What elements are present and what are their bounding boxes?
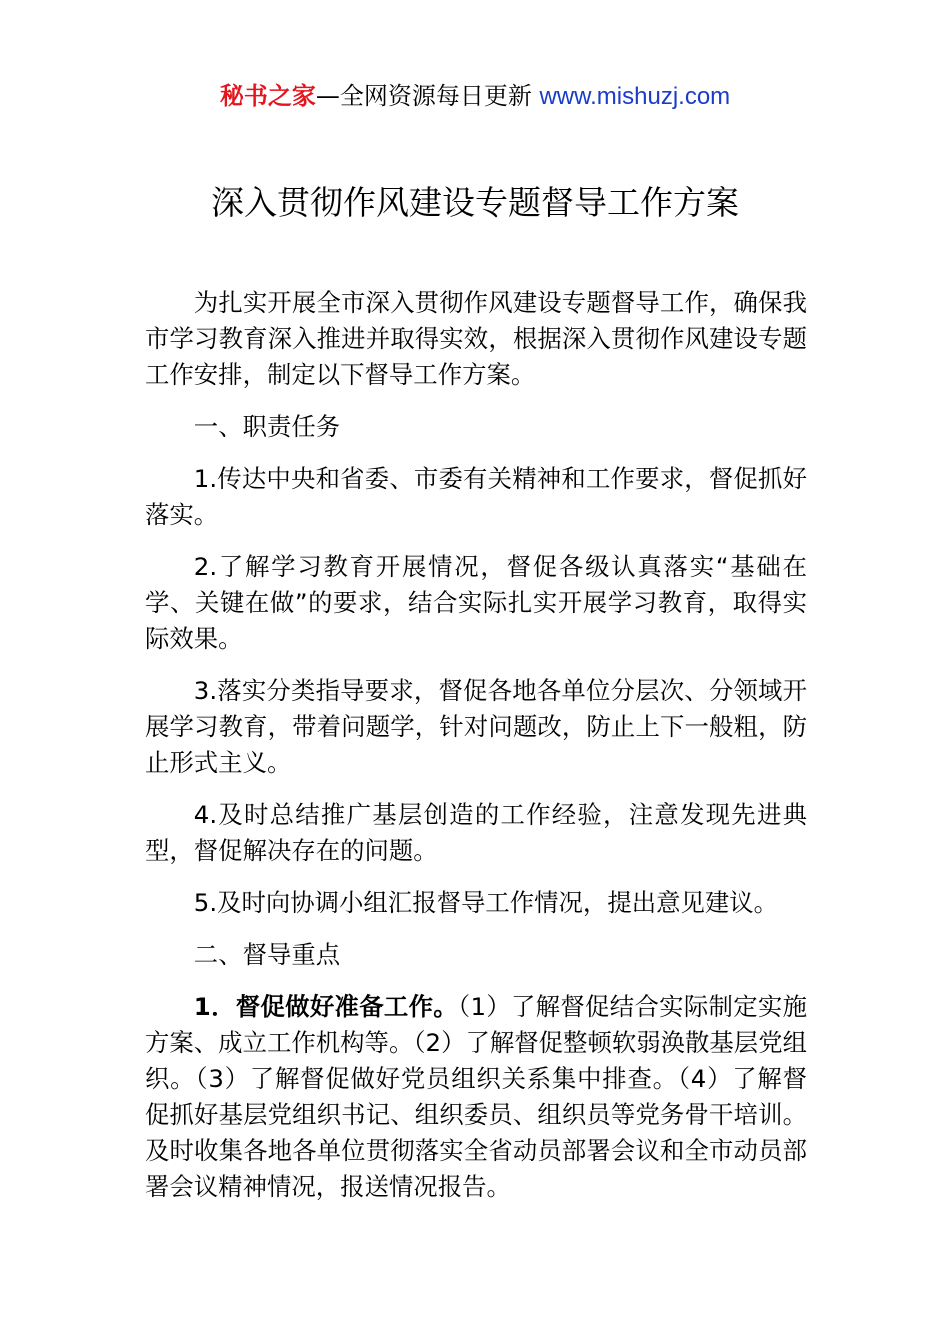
responsibility-item-5: 5.及时向协调小组汇报督导工作情况，提出意见建议。 [193, 888, 779, 917]
focus-item-1-heading: 1．督促做好准备工作。 [193, 992, 458, 1021]
responsibility-item-3: 3.落实分类指导要求，督促各地各单位分层次、分领域开展学习教育，带着问题学，针对问题改，防止上下一般粗，防止形式主义。 [145, 676, 807, 777]
section-heading-focus: 二、督导重点 [193, 940, 341, 969]
responsibility-item-2: 2.了解学习教育开展情况，督促各级认真落实“基础在学、关键在做”的要求，结合实际扎实开展学习教育，取得实际效果。 [145, 552, 807, 653]
focus-item-1-body: （1）了解督促结合实际制定实施方案、成立工作机构等。（2）了解督促整顿软弱涣散基层党组织。（3）了解督促做好党员组织关系集中排查。（4）了解督促抓好基层党组织书记、组织委员、组织员等党务骨干培训。及时收集各地各单位贯彻落实全省动员部署会议和全市动员部署会议精神情况，报送情况报告。 [145, 992, 807, 1201]
site-header [0, 80, 950, 113]
header-tagline: —全网资源每日更新 [315, 82, 532, 110]
intro-paragraph: 为扎实开展全市深入贯彻作风建设专题督导工作，确保我市学习教育深入推进并取得实效，根据深入贯彻作风建设专题工作安排，制定以下督导工作方案。 [145, 288, 807, 389]
focus-item-1 [145, 989, 807, 1205]
responsibility-item-1: 1.传达中央和省委、市委有关精神和工作要求，督促抓好落实。 [145, 464, 807, 529]
brand-name: 秘书之家 [219, 82, 316, 110]
document-body [145, 285, 807, 1221]
responsibility-item-4: 4.及时总结推广基层创造的工作经验，注意发现先进典型，督促解决存在的问题。 [145, 800, 807, 865]
site-url-link[interactable]: www.mishuzj.com [539, 83, 731, 110]
document-title: 深入贯彻作风建设专题督导工作方案 [211, 183, 739, 222]
section-heading-responsibilities: 一、职责任务 [193, 412, 341, 441]
